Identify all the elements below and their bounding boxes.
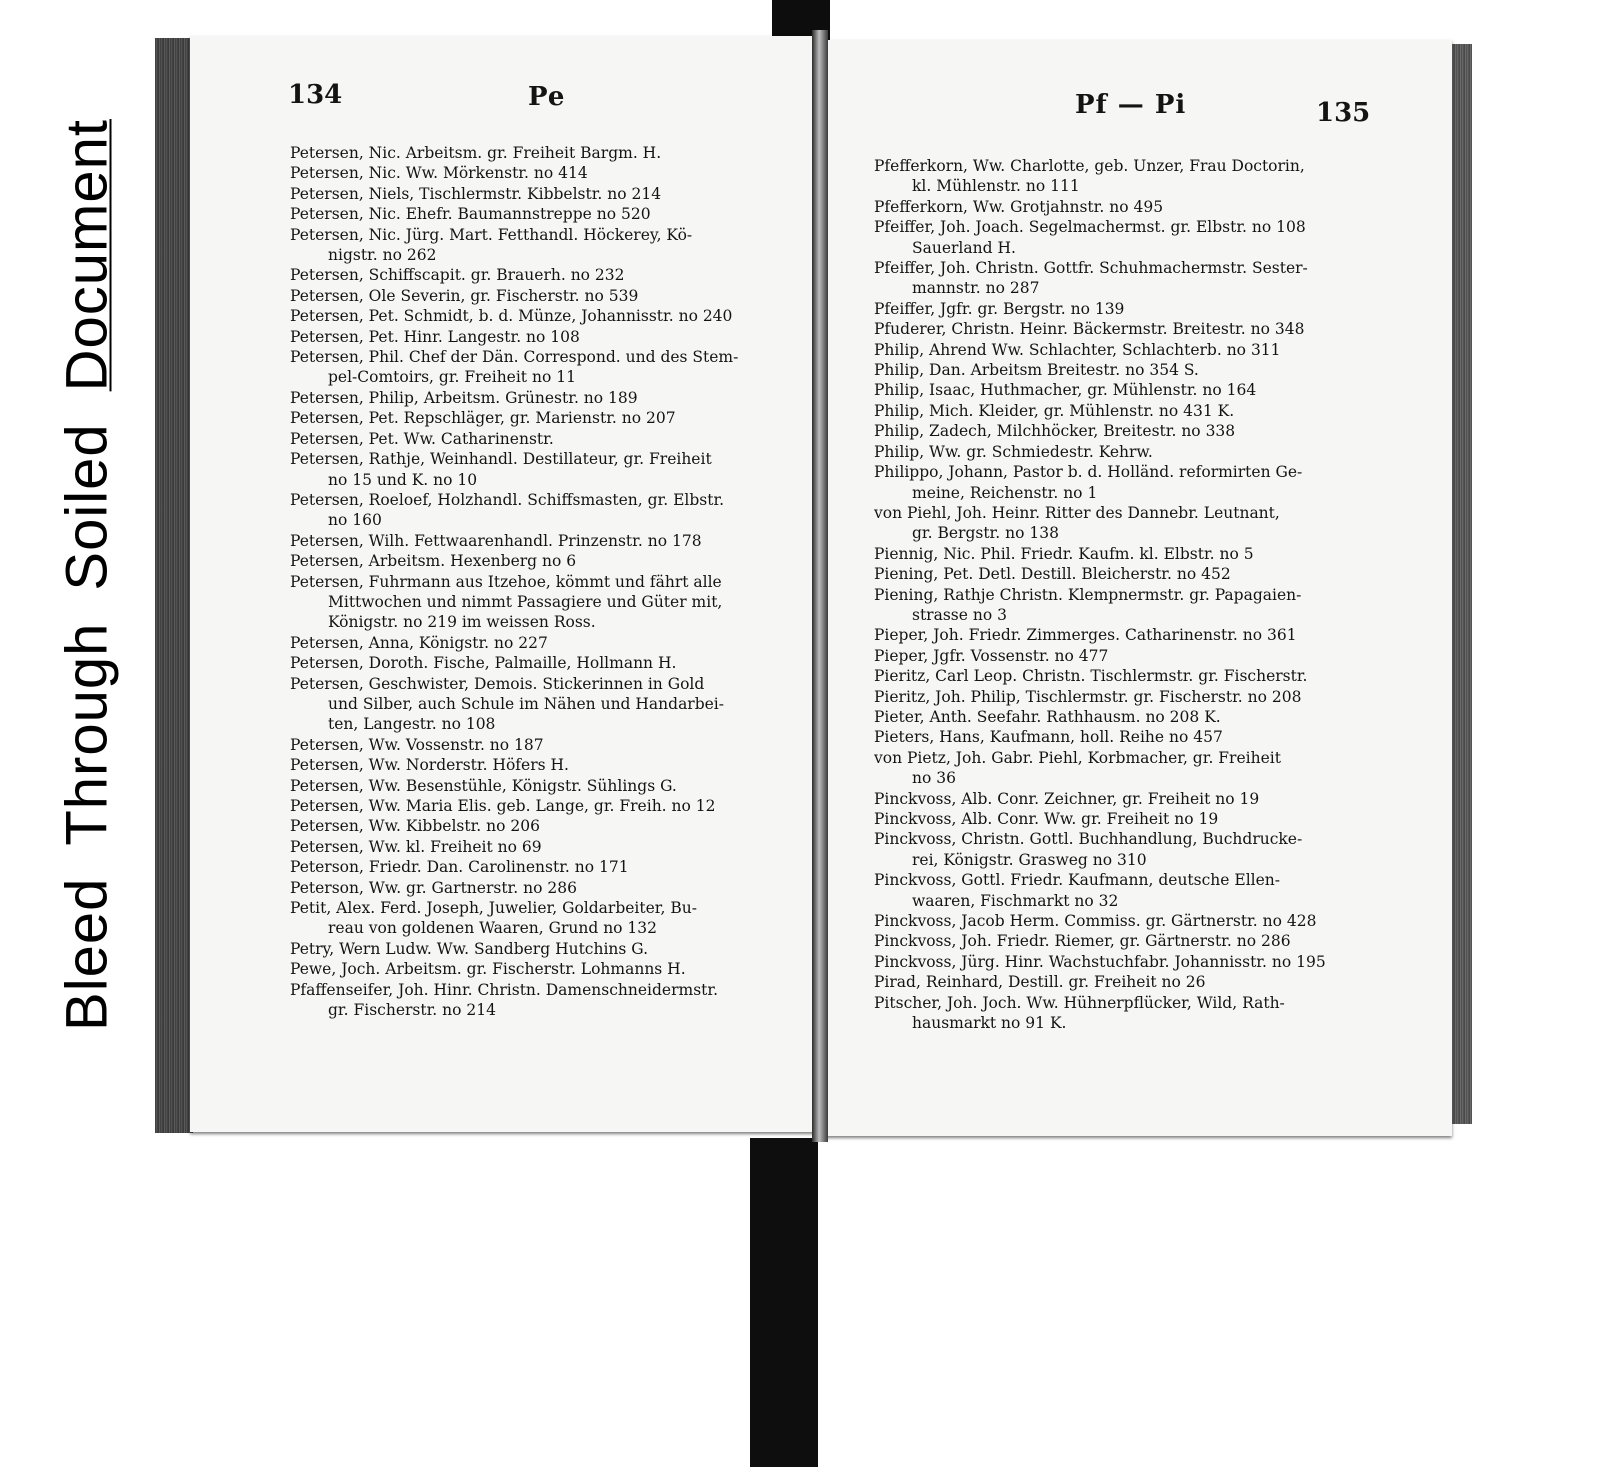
entry-line: Philip, Mich. Kleider, gr. Mühlenstr. no 431 K.	[874, 401, 1235, 420]
archive-stamp	[52, 70, 122, 1080]
right-page-number: 135	[1316, 98, 1371, 128]
directory-entry	[290, 184, 790, 204]
entry-continuation: nigstr. no 262	[328, 246, 437, 265]
directory-entry	[290, 429, 790, 449]
entry-line: Petersen, Anna, Königstr. no 227	[290, 633, 548, 652]
directory-entry	[874, 789, 1374, 809]
left-page-number: 134	[288, 80, 343, 110]
entry-continuation: no 36	[912, 769, 956, 788]
directory-entry	[874, 585, 1374, 626]
entry-line: von Pietz, Joh. Gabr. Piehl, Korbmacher, gr. Freiheit	[874, 748, 1281, 767]
entry-continuation: meine, Reichenstr. no 1	[912, 483, 1098, 502]
entry-line: Pfefferkorn, Ww. Grotjahnstr. no 495	[874, 197, 1164, 216]
directory-entry	[874, 952, 1374, 972]
entry-line: Pitscher, Joh. Joch. Ww. Hühnerpflücker, Wild, Rath-	[874, 993, 1285, 1012]
entry-continuation: kl. Mühlenstr. no 111	[912, 177, 1080, 196]
entry-line: Pfaffenseifer, Joh. Hinr. Christn. Damenschneidermstr.	[290, 980, 719, 999]
right-page-key: Pf — Pi	[1075, 90, 1187, 120]
directory-entry	[290, 265, 790, 285]
directory-entry	[290, 796, 790, 816]
directory-entry	[874, 809, 1374, 829]
entry-line: Petersen, Fuhrmann aus Itzehoe, kömmt und fährt alle	[290, 572, 722, 591]
directory-entry	[290, 735, 790, 755]
directory-entry	[290, 306, 790, 326]
directory-entry	[874, 380, 1374, 400]
directory-entry	[290, 898, 790, 939]
entry-line: Petit, Alex. Ferd. Joseph, Juwelier, Goldarbeiter, Bu-	[290, 899, 697, 918]
entry-continuation: strasse no 3	[912, 605, 1007, 624]
stamp-word-3: Soiled	[54, 423, 120, 591]
entry-line: Pinckvoss, Jürg. Hinr. Wachstuchfabr. Johannisstr. no 195	[874, 952, 1326, 971]
directory-entry	[874, 931, 1374, 951]
entry-line: Petersen, Geschwister, Demois. Stickerinnen in Gold	[290, 674, 705, 693]
entry-continuation: Königstr. no 219 im weissen Ross.	[328, 613, 596, 632]
directory-entry	[874, 217, 1374, 258]
directory-entry	[290, 674, 790, 735]
entry-line: Philip, Zadech, Milchhöcker, Breitestr. no 338	[874, 422, 1236, 441]
directory-entry	[874, 401, 1374, 421]
directory-entry	[290, 143, 790, 163]
entry-line: Peterson, Friedr. Dan. Carolinenstr. no 171	[290, 858, 629, 877]
entry-line: Petersen, Ww. Norderstr. Höfers H.	[290, 756, 569, 775]
entry-line: Piening, Rathje Christn. Klempnermstr. gr. Papagaien-	[874, 585, 1302, 604]
entry-line: Petersen, Wilh. Fettwaarenhandl. Prinzenstr. no 178	[290, 531, 702, 550]
directory-entry	[874, 299, 1374, 319]
entry-continuation: reau von goldenen Waaren, Grund no 132	[328, 919, 658, 938]
entry-line: Petersen, Ww. Kibbelstr. no 206	[290, 817, 540, 836]
entry-line: Petersen, Rathje, Weinhandl. Destillateur, gr. Freiheit	[290, 450, 712, 469]
directory-entry	[290, 776, 790, 796]
entry-line: Philip, Dan. Arbeitsm Breitestr. no 354 S.	[874, 361, 1199, 380]
directory-entry	[290, 857, 790, 877]
entry-continuation: gr. Fischerstr. no 214	[328, 1001, 496, 1020]
directory-entry	[290, 959, 790, 979]
entry-line: Petersen, Nic. Ww. Mörkenstr. no 414	[290, 164, 588, 183]
entry-line: Petersen, Schiffscapit. gr. Brauerh. no 232	[290, 266, 625, 285]
entry-line: Philip, Ahrend Ww. Schlachter, Schlachterb. no 311	[874, 340, 1281, 359]
entry-line: Petersen, Philip, Arbeitsm. Grünestr. no 189	[290, 388, 638, 407]
directory-entry	[874, 993, 1374, 1034]
entry-line: Piennig, Nic. Phil. Friedr. Kaufm. kl. Elbstr. no 5	[874, 544, 1254, 563]
entry-continuation: waaren, Fischmarkt no 32	[912, 891, 1119, 910]
entry-line: Philip, Ww. gr. Schmiedestr. Kehrw.	[874, 442, 1153, 461]
entry-line: Pinckvoss, Alb. Conr. Ww. gr. Freiheit no 19	[874, 810, 1219, 828]
entry-line: Pieritz, Joh. Philip, Tischlermstr. gr. Fischerstr. no 208	[874, 687, 1302, 706]
entry-line: Pirad, Reinhard, Destill. gr. Freiheit no 26	[874, 973, 1206, 992]
entry-continuation: ten, Langestr. no 108	[328, 715, 496, 734]
entry-line: Piening, Pet. Detl. Destill. Bleicherstr. no 452	[874, 565, 1231, 584]
entry-line: Pinckvoss, Gottl. Friedr. Kaufmann, deutsche Ellen-	[874, 871, 1280, 890]
directory-entry	[874, 442, 1374, 462]
directory-entry	[874, 503, 1374, 544]
entry-line: Pfeiffer, Jgfr. gr. Bergstr. no 139	[874, 299, 1125, 318]
directory-entry	[290, 816, 790, 836]
directory-entry	[874, 156, 1374, 197]
entry-line: Petersen, Ww. Vossenstr. no 187	[290, 735, 544, 754]
entry-line: Petersen, Nic. Ehefr. Baumannstreppe no 520	[290, 205, 651, 224]
directory-entry	[290, 327, 790, 347]
directory-entry	[290, 408, 790, 428]
directory-entry	[874, 911, 1374, 931]
directory-entry	[290, 449, 790, 490]
entry-line: Petersen, Phil. Chef der Dän. Correspond. und des Stem-	[290, 348, 739, 367]
directory-entry	[874, 666, 1374, 686]
entry-line: Petersen, Ole Severin, gr. Fischerstr. no 539	[290, 286, 639, 305]
entry-line: Pfuderer, Christn. Heinr. Bäckermstr. Breitestr. no 348	[874, 320, 1305, 339]
directory-entry	[874, 258, 1374, 299]
entry-line: Pinckvoss, Christn. Gottl. Buchhandlung, Buchdrucke-	[874, 830, 1303, 849]
directory-entry	[874, 646, 1374, 666]
entry-continuation: no 15 und K. no 10	[328, 470, 478, 489]
entry-continuation: no 160	[328, 511, 382, 530]
entry-line: Philip, Isaac, Huthmacher, gr. Mühlenstr. no 164	[874, 381, 1257, 400]
entry-line: Philippo, Johann, Pastor b. d. Holländ. reformirten Ge-	[874, 463, 1303, 482]
entry-continuation: Sauerland H.	[912, 238, 1016, 257]
entry-line: Pieper, Jgfr. Vossenstr. no 477	[874, 646, 1109, 665]
directory-entry	[874, 727, 1374, 747]
directory-entry	[290, 225, 790, 266]
entry-line: Petersen, Nic. Jürg. Mart. Fetthandl. Höckerey, Kö-	[290, 225, 693, 244]
entry-line: Pfeiffer, Joh. Joach. Segelmachermst. gr. Elbstr. no 108	[874, 218, 1306, 237]
entry-line: Petersen, Pet. Repschläger, gr. Marienstr. no 207	[290, 409, 676, 428]
entry-line: Petersen, Ww. kl. Freiheit no 69	[290, 837, 542, 856]
entry-continuation: und Silber, auch Schule im Nähen und Handarbei-	[328, 694, 725, 713]
entry-line: Petersen, Arbeitsm. Hexenberg no 6	[290, 552, 577, 571]
directory-entry	[290, 551, 790, 571]
directory-entry	[290, 633, 790, 653]
directory-entry	[290, 163, 790, 183]
directory-entry	[290, 755, 790, 775]
directory-entry	[874, 544, 1374, 564]
entry-continuation: Mittwochen und nimmt Passagiere und Güter mit,	[328, 592, 723, 611]
entry-line: Peterson, Ww. gr. Gartnerstr. no 286	[290, 878, 577, 897]
directory-entry	[290, 388, 790, 408]
entry-line: Pfeiffer, Joh. Christn. Gottfr. Schuhmachermstr. Sester-	[874, 259, 1308, 278]
directory-entry	[874, 748, 1374, 789]
directory-entry	[874, 340, 1374, 360]
entry-line: Pfefferkorn, Ww. Charlotte, geb. Unzer, Frau Doctorin,	[874, 157, 1305, 175]
entry-continuation: mannstr. no 287	[912, 279, 1040, 298]
directory-entry	[290, 286, 790, 306]
directory-entry	[874, 564, 1374, 584]
directory-entry	[874, 421, 1374, 441]
directory-entry	[874, 870, 1374, 911]
stamp-label	[54, 119, 121, 1031]
directory-entry	[874, 625, 1374, 645]
binding-strip-bottom	[750, 1138, 818, 1467]
right-entry-list	[874, 156, 1374, 1033]
entry-line: Petersen, Niels, Tischlermstr. Kibbelstr. no 214	[290, 184, 662, 203]
directory-entry	[290, 878, 790, 898]
entry-continuation: gr. Bergstr. no 138	[912, 524, 1059, 543]
directory-entry	[290, 837, 790, 857]
entry-continuation: rei, Königstr. Grasweg no 310	[912, 850, 1147, 869]
stamp-word-2: Through	[54, 622, 120, 846]
entry-line: Petersen, Pet. Ww. Catharinenstr.	[290, 429, 554, 448]
entry-line: Petersen, Roeloef, Holzhandl. Schiffsmasten, gr. Elbstr.	[290, 490, 725, 509]
entry-line: Pieters, Hans, Kaufmann, holl. Reihe no 457	[874, 728, 1223, 747]
directory-entry	[290, 653, 790, 673]
directory-entry	[290, 939, 790, 959]
page-edges-left	[155, 38, 193, 1133]
directory-entry	[290, 347, 790, 388]
entry-line: von Piehl, Joh. Heinr. Ritter des Dannebr. Leutnant,	[874, 503, 1280, 522]
entry-line: Pinckvoss, Jacob Herm. Commiss. gr. Gärtnerstr. no 428	[874, 912, 1317, 931]
entry-line: Petersen, Ww. Besenstühle, Königstr. Sühlings G.	[290, 776, 677, 795]
directory-entry	[290, 980, 790, 1021]
directory-entry	[874, 197, 1374, 217]
book-gutter	[812, 30, 828, 1142]
entry-line: Petersen, Ww. Maria Elis. geb. Lange, gr. Freih. no 12	[290, 797, 716, 815]
entry-line: Pinckvoss, Joh. Friedr. Riemer, gr. Gärtnerstr. no 286	[874, 932, 1291, 951]
directory-entry	[290, 572, 790, 633]
directory-entry	[874, 360, 1374, 380]
stamp-word-1: Bleed	[54, 877, 120, 1031]
entry-line: Pieper, Joh. Friedr. Zimmerges. Catharinenstr. no 361	[874, 626, 1297, 645]
directory-entry	[290, 204, 790, 224]
entry-line: Petersen, Doroth. Fische, Palmaille, Hollmann H.	[290, 654, 677, 673]
left-page-key: Pe	[528, 82, 566, 112]
entry-line: Petersen, Pet. Hinr. Langestr. no 108	[290, 327, 580, 346]
entry-line: Petry, Wern Ludw. Ww. Sandberg Hutchins G.	[290, 939, 649, 958]
directory-entry	[874, 707, 1374, 727]
directory-entry	[874, 462, 1374, 503]
directory-entry	[290, 490, 790, 531]
directory-entry	[874, 829, 1374, 870]
entry-line: Pinckvoss, Alb. Conr. Zeichner, gr. Freiheit no 19	[874, 789, 1260, 808]
directory-entry	[290, 531, 790, 551]
entry-continuation: hausmarkt no 91 K.	[912, 1014, 1067, 1033]
entry-line: Pieritz, Carl Leop. Christn. Tischlermstr. gr. Fischerstr.	[874, 667, 1308, 686]
entry-line: Petersen, Pet. Schmidt, b. d. Münze, Johannisstr. no 240	[290, 307, 733, 326]
stamp-word-4: Document	[54, 119, 120, 392]
entry-line: Pieter, Anth. Seefahr. Rathhausm. no 208 K.	[874, 707, 1221, 726]
directory-entry	[874, 972, 1374, 992]
left-entry-list	[290, 143, 790, 1020]
directory-entry	[874, 687, 1374, 707]
entry-line: Petersen, Nic. Arbeitsm. gr. Freiheit Bargm. H.	[290, 144, 662, 162]
entry-continuation: pel-Comtoirs, gr. Freiheit no 11	[328, 368, 576, 387]
entry-line: Pewe, Joch. Arbeitsm. gr. Fischerstr. Lohmanns H.	[290, 960, 686, 979]
directory-entry	[874, 319, 1374, 339]
